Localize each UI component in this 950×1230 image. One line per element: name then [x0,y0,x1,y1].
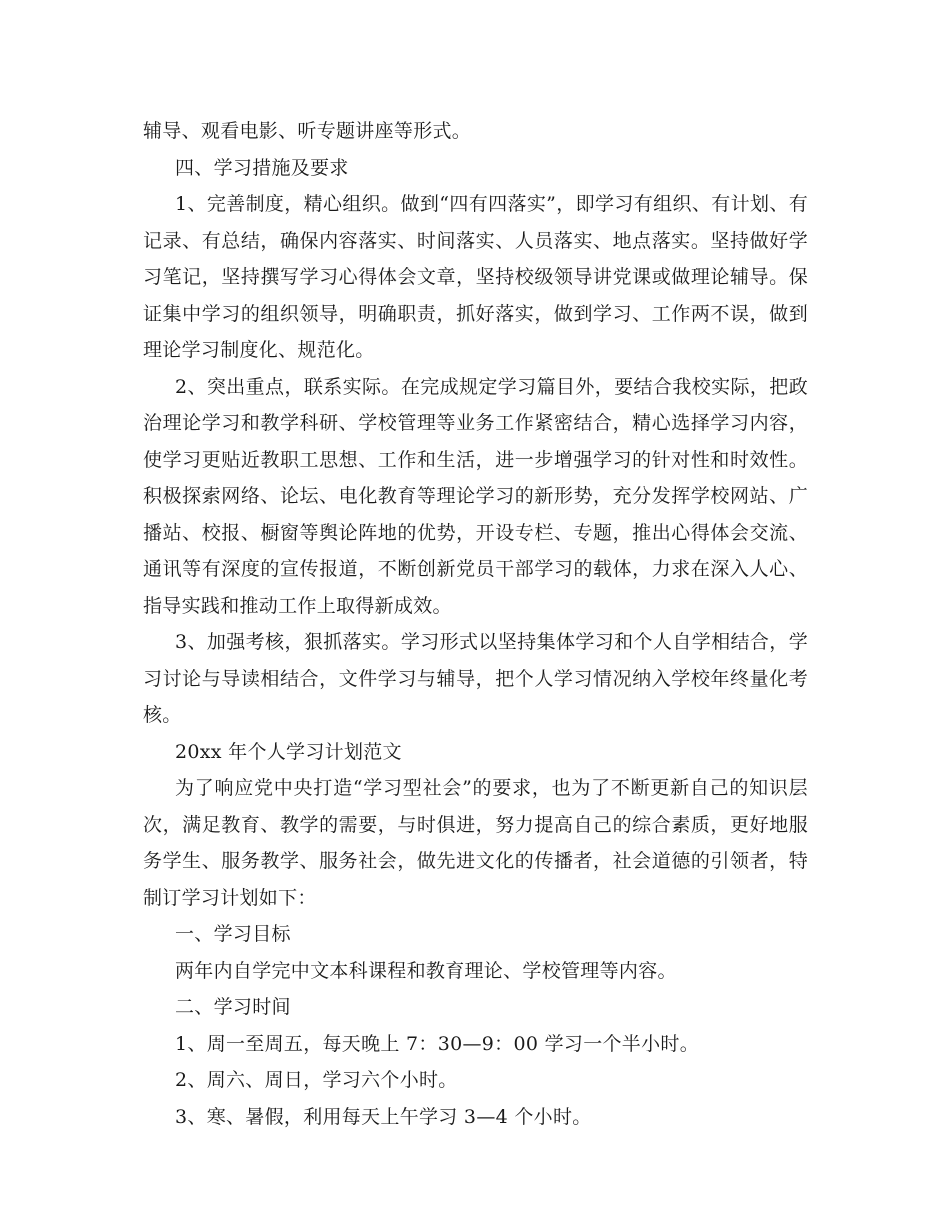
document-body [143,113,808,1135]
list-item-weekday: 1、周一至周五，每天晚上 7：30—9：00 学习一个半小时。 [175,1032,699,1055]
list-item-vacation: 3、寒、暑假，利用每天上午学习 3—4 个小时。 [175,1105,592,1128]
paragraph-goal: 两年内自学完中文本科课程和教育理论、学校管理等内容。 [175,959,677,982]
list-item-weekend: 2、周六、周日，学习六个小时。 [175,1069,458,1091]
paragraph-intro: 为了响应党中央打造“学习型社会”的要求，也为了不断更新自己的知识层次，满足教育、教学的需要，与时俱进，努力提高自己的综合素质，更好地服务学生、服务教学、服务社会，做先进文化的传播者，社会道德的引领者，特制订学习计划如下： [143,777,808,909]
paragraph-continuation: 辅导、观看电影、听专题讲座等形式。 [143,120,472,142]
section-heading-time: 二、学习时间 [175,996,291,1018]
paragraph-measure-3: 3、加强考核，狠抓落实。学习形式以坚持集体学习和个人自学相结合，学习讨论与导读相结合，文件学习与辅导，把个人学习情况纳入学校年终量化考核。 [143,631,808,726]
section-heading-measures: 四、学习措施及要求 [175,156,349,179]
paragraph-measure-1: 1、完善制度，精心组织。做到“四有四落实”，即学习有组织、有计划、有记录、有总结，确保内容落实、时间落实、人员落实、地点落实。坚持做好学习笔记，坚持撰写学习心得体会文章，坚持校级领导讲党课或做理论辅导。保证集中学习的组织领导，明确职责，抓好落实，做到学习、工作两不误，做到理论学习制度化、规范化。 [143,193,808,361]
paragraph-measure-2: 2、突出重点，联系实际。在完成规定学习篇目外，要结合我校实际，把政治理论学习和教学科研、学校管理等业务工作紧密结合，精心选择学习内容，使学习更贴近教职工思想、工作和生活，进一步增强学习的针对性和时效性。积极探索网络、论坛、电化教育等理论学习的新形势，充分发挥学校网站、广播站、校报、橱窗等舆论阵地的优势，开设专栏、专题，推出心得体会交流、通讯等有深度的宣传报道，不断创新党员干部学习的载体，力求在深入人心、指导实践和推动工作上取得新成效。 [143,375,808,617]
section-heading-goal: 一、学习目标 [175,923,291,945]
article-title: 20xx 年个人学习计划范文 [175,740,402,763]
